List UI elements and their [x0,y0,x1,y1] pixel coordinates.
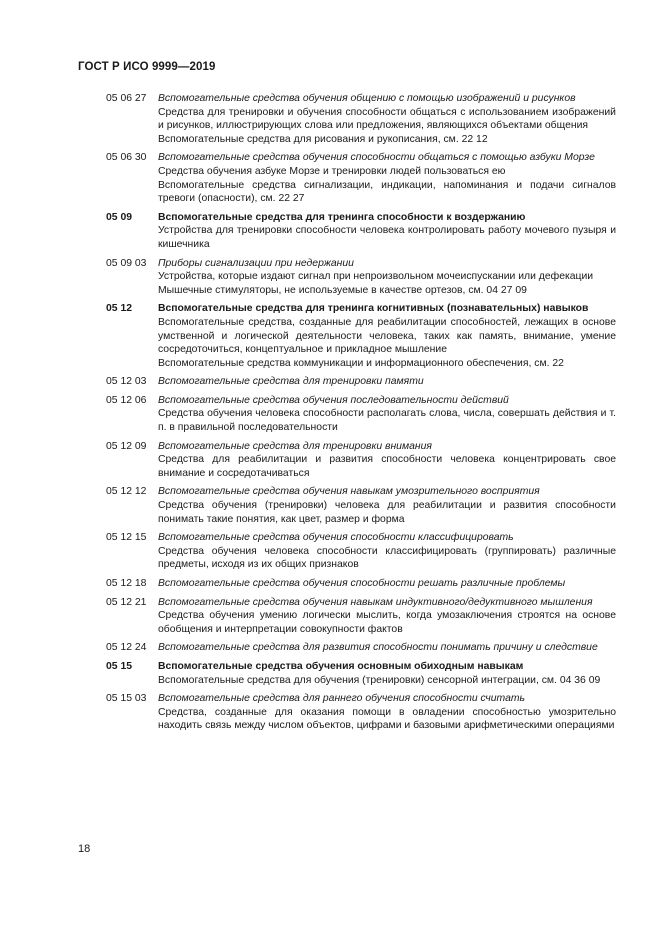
entry-code: 05 12 24 [106,642,147,654]
entry-title: Вспомогательные средства обучения способности решать различные проблемы [158,578,566,589]
entry-code: 05 12 21 [106,596,147,608]
entry-title: Вспомогательные средства обучения последовательности действий [158,394,509,406]
document-header: ГОСТ Р ИСО 9999—2019 [78,61,216,73]
classification-entry [106,641,616,655]
page-number: 18 [78,843,91,855]
classification-group [106,660,616,687]
entry-description: Средства обучения (тренировки) человека для реабилитации и развития способности понимать такие понятия, как цвет, размер и форма [158,500,616,525]
classification-entry [106,394,616,435]
group-code: 05 12 [106,303,133,315]
classification-entry [106,440,616,481]
classification-list [106,92,616,738]
entry-description: Средства обучения человека способности располагать слова, числа, совершать действия и т. п. в правильной последовательности [158,408,616,434]
classification-entry [106,92,616,146]
entry-title: Вспомогательные средства обучения общению с помощью изображений и рисунков [158,93,576,104]
entry-title: Вспомогательные средства обучения способности общаться с помощью азбуки Морзе [158,152,595,164]
classification-entry [106,375,616,389]
entry-description: Устройства, которые издают сигнал при непроизвольном мочеиспускании или дефекации [158,271,594,283]
entry-code: 05 09 03 [106,257,147,269]
classification-entry [106,257,616,298]
entry-code: 05 12 12 [106,486,147,498]
classification-entry [106,531,616,572]
classification-entry [106,692,616,733]
classification-entry [106,596,616,637]
entry-title: Вспомогательные средства обучения навыкам индуктивного/дедуктивного мышления [158,596,593,608]
entry-reference: Вспомогательные средства для рисования и рукописания, см. 22 12 [158,133,488,145]
entry-code: 05 06 30 [106,152,147,164]
entry-description: Средства обучения человека способности классифицировать (группировать) различные предметы, исходя из их общих признаков [158,545,616,571]
entry-description: Вспомогательные средства, созданные для реабилитации способностей, лежащих в основе умственной и логической деятельности человека, таких как память, внимание, умение сосредоточиться, концептуальное и прикладное мышление [158,316,616,356]
entry-code: 05 12 09 [106,440,147,452]
entry-description: Средства для реабилитации и развития способности человека концентрировать свое внимание и сосредотачиваться [158,454,616,479]
entry-description: Средства для тренировки и обучения способности общаться с использованием изображений и рисунков, иллюстрирующих слова или предложения, являющихся объектами общения [158,106,616,132]
entry-code: 05 15 03 [106,693,147,705]
classification-entry [106,485,616,526]
entry-description: Средства, созданные для оказания помощи в овладении способностью умозрительно находить связь между числом объектов, цифрами и базовыми арифметическими операциями [158,706,616,732]
entry-title: Вспомогательные средства для тренировки внимания [158,440,432,452]
entry-title: Вспомогательные средства для тренировки памяти [158,376,424,388]
entry-code: 05 12 03 [106,376,147,388]
group-code: 05 09 [106,211,133,223]
group-title: Вспомогательные средства обучения основным обиходным навыкам [158,660,524,672]
group-title: Вспомогательные средства для тренинга способности к воздержанию [158,211,526,223]
entry-description: Вспомогательные средства для обучения (тренировки) сенсорной интеграции, см. 04 36 09 [158,674,601,686]
entry-reference: Мышечные стимуляторы, не используемые в качестве ортезов, см. 04 27 09 [158,284,527,296]
entry-title: Вспомогательные средства для развития способности понимать причину и следствие [158,642,598,654]
entry-title: Вспомогательные средства для раннего обучения способности считать [158,693,525,705]
entry-code: 05 06 27 [106,93,147,104]
entry-description: Устройства для тренировки способности человека контролировать работу мочевого пузыря и кишечника [158,225,616,250]
entry-code: 05 12 18 [106,578,147,589]
classification-group [106,302,616,370]
entry-description: Средства обучения азбуке Морзе и тренировки людей пользоваться ею [158,165,506,177]
entry-title: Вспомогательные средства обучения навыкам умозрительного восприятия [158,486,540,498]
classification-entry [106,151,616,205]
classification-entry [106,577,616,591]
entry-reference: Вспомогательные средства сигнализации, индикации, напоминания и подачи сигналов тревоги (опасности), см. 22 27 [158,179,616,205]
entry-code: 05 12 15 [106,532,147,544]
entry-title: Вспомогательные средства обучения способности классифицировать [158,532,514,544]
entry-title: Приборы сигнализации при недержании [158,257,354,269]
entry-reference: Вспомогательные средства коммуникации и информационного обеспечения, см. 22 [158,357,564,369]
classification-group [106,211,616,252]
group-code: 05 15 [106,660,133,672]
entry-description: Средства обучения умению логически мыслить, когда умозаключения строятся на основе обобщения и интерпретации совокупности фактов [158,610,616,635]
entry-code: 05 12 06 [106,394,147,406]
group-title: Вспомогательные средства для тренинга когнитивных (познавательных) навыков [158,303,589,315]
